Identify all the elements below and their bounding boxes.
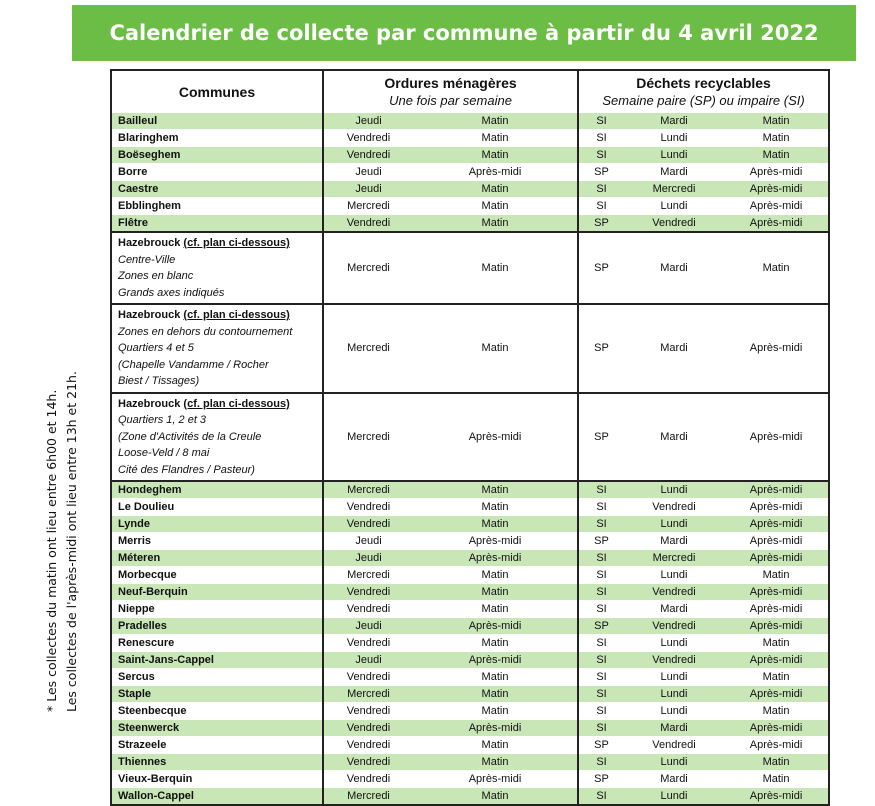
recycling-day: Mardi (624, 304, 724, 393)
table-row (111, 113, 829, 130)
recycling-period: Après-midi (724, 499, 829, 516)
om-period: Après-midi (413, 164, 578, 181)
om-period: Matin (413, 215, 578, 233)
om-day: Mercredi (323, 481, 413, 499)
recycling-week: SI (578, 669, 624, 686)
om-day: Jeudi (323, 113, 413, 130)
recycling-week: SI (578, 720, 624, 737)
recycling-week: SP (578, 304, 624, 393)
recycling-period: Matin (724, 669, 829, 686)
commune-name: Strazeele (111, 737, 323, 754)
recycling-week: SI (578, 567, 624, 584)
table-row (111, 147, 829, 164)
commune-name: Flêtre (111, 215, 323, 233)
om-period: Matin (413, 669, 578, 686)
header-ordures-menageres (323, 70, 578, 113)
recycling-period: Après-midi (724, 737, 829, 754)
om-period: Matin (413, 754, 578, 771)
commune-name: Sercus (111, 669, 323, 686)
commune-name: Bailleul (111, 113, 323, 130)
recycling-week: SI (578, 652, 624, 669)
om-day: Vendredi (323, 584, 413, 601)
note-line-afternoon: Les collectes de l'après-midi ont lieu entre 13h et 21h. (64, 371, 79, 712)
collection-hours-note (42, 300, 86, 712)
recycling-period: Après-midi (724, 198, 829, 215)
recycling-day: Mardi (624, 113, 724, 130)
commune-block (111, 304, 323, 393)
om-title: Ordures ménagères (384, 75, 517, 91)
om-period: Matin (413, 788, 578, 806)
recycling-day: Mardi (624, 393, 724, 482)
recycling-period: Après-midi (724, 550, 829, 567)
header-communes: Communes (111, 70, 323, 113)
recycling-period: Matin (724, 113, 829, 130)
om-day: Vendredi (323, 720, 413, 737)
om-day: Vendredi (323, 737, 413, 754)
recycling-period: Matin (724, 232, 829, 304)
table-header-row (111, 70, 829, 113)
recycling-day: Lundi (624, 198, 724, 215)
om-period: Matin (413, 635, 578, 652)
recycling-period: Après-midi (724, 652, 829, 669)
om-day: Mercredi (323, 788, 413, 806)
recycling-day: Mardi (624, 771, 724, 788)
commune-name: Pradelles (111, 618, 323, 635)
recycling-week: SP (578, 618, 624, 635)
zone-detail: Centre-Ville (118, 253, 176, 266)
header-dechets-recyclables (578, 70, 829, 113)
table-row (111, 601, 829, 618)
om-period: Matin (413, 147, 578, 164)
om-period: Après-midi (413, 533, 578, 550)
om-period: Après-midi (413, 618, 578, 635)
recycling-day: Mardi (624, 601, 724, 618)
commune-name: Merris (111, 533, 323, 550)
om-period: Après-midi (413, 550, 578, 567)
recycling-day: Lundi (624, 788, 724, 806)
recycling-week: SI (578, 686, 624, 703)
page-banner (72, 5, 856, 61)
om-day: Vendredi (323, 635, 413, 652)
note-line-morning: * Les collectes du matin ont lieu entre 6h00 et 14h. (44, 389, 59, 712)
zone-detail: Zones en blanc (118, 270, 194, 282)
recycling-week: SI (578, 499, 624, 516)
commune-name: Boëseghem (111, 147, 323, 164)
om-day: Vendredi (323, 516, 413, 533)
recycling-week: SI (578, 147, 624, 164)
table-row (111, 618, 829, 635)
table-row-hazebrouck (111, 232, 829, 304)
recycling-week: SP (578, 164, 624, 181)
table-row (111, 737, 829, 754)
commune-name: Nieppe (111, 601, 323, 618)
recycling-day: Lundi (624, 130, 724, 147)
om-period: Matin (413, 703, 578, 720)
om-period: Matin (413, 232, 578, 304)
table-row (111, 669, 829, 686)
table-row (111, 754, 829, 771)
recycling-day: Lundi (624, 516, 724, 533)
recycling-day: Mardi (624, 232, 724, 304)
recycling-week: SI (578, 754, 624, 771)
recycling-week: SP (578, 215, 624, 233)
commune-name: Renescure (111, 635, 323, 652)
zone-detail: Quartiers 1, 2 et 3 (118, 414, 207, 426)
commune-name: Staple (111, 686, 323, 703)
recycling-day: Lundi (624, 754, 724, 771)
table-row (111, 584, 829, 601)
zone-detail: Grands axes indiqués (118, 286, 225, 299)
om-day: Vendredi (323, 499, 413, 516)
om-subtitle: Une fois par semaine (389, 93, 512, 108)
recycling-day: Vendredi (624, 584, 724, 601)
om-period: Matin (413, 584, 578, 601)
recycling-day: Mardi (624, 164, 724, 181)
om-day: Mercredi (323, 232, 413, 304)
om-period: Matin (413, 516, 578, 533)
recycling-period: Après-midi (724, 215, 829, 233)
recycling-period: Après-midi (724, 164, 829, 181)
recycling-period: Après-midi (724, 686, 829, 703)
commune-name: Hondeghem (111, 481, 323, 499)
om-period: Matin (413, 181, 578, 198)
recycling-week: SI (578, 516, 624, 533)
recycling-day: Vendredi (624, 215, 724, 233)
om-period: Matin (413, 567, 578, 584)
om-day: Jeudi (323, 618, 413, 635)
om-day: Mercredi (323, 393, 413, 482)
recycling-period: Après-midi (724, 304, 829, 393)
om-day: Vendredi (323, 215, 413, 233)
recycling-day: Lundi (624, 669, 724, 686)
commune-name: Borre (111, 164, 323, 181)
recycling-day: Lundi (624, 635, 724, 652)
commune-name: Steenwerck (111, 720, 323, 737)
table-row (111, 198, 829, 215)
om-period: Matin (413, 198, 578, 215)
recycling-day: Lundi (624, 686, 724, 703)
om-period: Matin (413, 686, 578, 703)
recycling-period: Matin (724, 130, 829, 147)
commune-name: Steenbecque (111, 703, 323, 720)
om-day: Vendredi (323, 703, 413, 720)
om-period: Matin (413, 601, 578, 618)
om-day: Vendredi (323, 130, 413, 147)
commune-name: Méteren (111, 550, 323, 567)
recycling-period: Matin (724, 771, 829, 788)
table-row (111, 652, 829, 669)
plan-reference: (cf. plan ci-dessous) (183, 237, 290, 249)
om-day: Jeudi (323, 533, 413, 550)
table-row (111, 499, 829, 516)
table-row (111, 533, 829, 550)
table-row-hazebrouck (111, 304, 829, 393)
table-row (111, 635, 829, 652)
recycling-period: Après-midi (724, 601, 829, 618)
commune-name: Le Doulieu (111, 499, 323, 516)
om-day: Vendredi (323, 601, 413, 618)
om-day: Vendredi (323, 754, 413, 771)
commune-name: Blaringhem (111, 130, 323, 147)
table-body-hazebrouck (111, 232, 829, 481)
recycling-period: Après-midi (724, 393, 829, 482)
recycling-period: Après-midi (724, 516, 829, 533)
om-day: Vendredi (323, 771, 413, 788)
recycling-period: Matin (724, 703, 829, 720)
table-row (111, 481, 829, 499)
commune-name: Morbecque (111, 567, 323, 584)
recycling-day: Mardi (624, 533, 724, 550)
page-title: Calendrier de collecte par commune à partir du 4 avril 2022 (109, 21, 819, 45)
recycling-day: Vendredi (624, 618, 724, 635)
recycling-period: Après-midi (724, 533, 829, 550)
om-period: Matin (413, 481, 578, 499)
zone-detail: Cité des Flandres / Pasteur) (118, 463, 255, 476)
zone-detail: Biest / Tissages) (118, 375, 200, 387)
recycling-period: Matin (724, 147, 829, 164)
plan-reference: (cf. plan ci-dessous) (183, 397, 290, 410)
table-row (111, 550, 829, 567)
commune-name: Hazebrouck (118, 397, 181, 410)
recycling-week: SP (578, 737, 624, 754)
commune-name: Hazebrouck (118, 237, 181, 249)
table-row (111, 720, 829, 737)
plan-reference: (cf. plan ci-dessous) (183, 309, 290, 321)
recycling-week: SP (578, 232, 624, 304)
table-row (111, 771, 829, 788)
commune-block (111, 232, 323, 304)
recycling-period: Après-midi (724, 181, 829, 198)
commune-name: Saint-Jans-Cappel (111, 652, 323, 669)
commune-name: Ebblinghem (111, 198, 323, 215)
om-day: Jeudi (323, 164, 413, 181)
recycling-week: SI (578, 113, 624, 130)
zone-detail: Zones en dehors du contournement (118, 325, 293, 338)
commune-name: Hazebrouck (118, 309, 181, 321)
om-day: Mercredi (323, 567, 413, 584)
commune-name: Thiennes (111, 754, 323, 771)
collection-schedule-table (110, 69, 830, 806)
commune-name: Wallon-Cappel (111, 788, 323, 806)
recycling-day: Mercredi (624, 181, 724, 198)
recycling-day: Vendredi (624, 737, 724, 754)
commune-name: Neuf-Berquin (111, 584, 323, 601)
recycling-week: SI (578, 635, 624, 652)
recycling-day: Mercredi (624, 550, 724, 567)
table-row (111, 164, 829, 181)
recycling-week: SI (578, 481, 624, 499)
recycling-week: SP (578, 533, 624, 550)
recycling-week: SI (578, 788, 624, 806)
dr-subtitle: Semaine paire (SP) ou impaire (SI) (602, 93, 805, 108)
om-day: Mercredi (323, 686, 413, 703)
recycling-day: Vendredi (624, 499, 724, 516)
recycling-week: SI (578, 198, 624, 215)
om-day: Vendredi (323, 669, 413, 686)
om-day: Vendredi (323, 147, 413, 164)
commune-name: Caestre (111, 181, 323, 198)
table-row-hazebrouck (111, 393, 829, 482)
table-row (111, 686, 829, 703)
zone-detail: (Zone d'Activités de la Creule (118, 430, 262, 443)
commune-block (111, 393, 323, 482)
table-row (111, 567, 829, 584)
om-period: Matin (413, 499, 578, 516)
recycling-period: Après-midi (724, 481, 829, 499)
recycling-period: Matin (724, 754, 829, 771)
om-period: Après-midi (413, 771, 578, 788)
om-day: Jeudi (323, 652, 413, 669)
recycling-week: SI (578, 181, 624, 198)
dr-title: Déchets recyclables (636, 75, 771, 91)
recycling-day: Lundi (624, 703, 724, 720)
om-period: Matin (413, 130, 578, 147)
recycling-day: Mardi (624, 720, 724, 737)
table-body-top (111, 113, 829, 232)
table-row (111, 215, 829, 233)
commune-name: Vieux-Berquin (111, 771, 323, 788)
om-period: Matin (413, 113, 578, 130)
om-period: Matin (413, 304, 578, 393)
recycling-week: SI (578, 703, 624, 720)
zone-detail: (Chapelle Vandamme / Rocher (118, 358, 269, 371)
recycling-period: Matin (724, 567, 829, 584)
table-row (111, 181, 829, 198)
table-row (111, 703, 829, 720)
recycling-period: Matin (724, 635, 829, 652)
recycling-day: Lundi (624, 481, 724, 499)
recycling-period: Après-midi (724, 720, 829, 737)
table-row (111, 130, 829, 147)
recycling-day: Vendredi (624, 652, 724, 669)
om-day: Mercredi (323, 304, 413, 393)
zone-detail: Quartiers 4 et 5 (118, 342, 194, 354)
om-day: Jeudi (323, 181, 413, 198)
om-period: Matin (413, 737, 578, 754)
recycling-week: SI (578, 130, 624, 147)
recycling-day: Lundi (624, 147, 724, 164)
recycling-day: Lundi (624, 567, 724, 584)
recycling-week: SI (578, 584, 624, 601)
recycling-period: Après-midi (724, 618, 829, 635)
recycling-week: SP (578, 393, 624, 482)
om-period: Après-midi (413, 393, 578, 482)
om-day: Jeudi (323, 550, 413, 567)
table-body-bottom (111, 481, 829, 805)
recycling-period: Après-midi (724, 584, 829, 601)
recycling-period: Après-midi (724, 788, 829, 806)
table-row (111, 516, 829, 533)
recycling-week: SI (578, 550, 624, 567)
om-day: Mercredi (323, 198, 413, 215)
om-period: Après-midi (413, 652, 578, 669)
recycling-week: SI (578, 601, 624, 618)
commune-name: Lynde (111, 516, 323, 533)
recycling-week: SP (578, 771, 624, 788)
om-period: Après-midi (413, 720, 578, 737)
zone-detail: Loose-Veld / 8 mai (118, 447, 210, 459)
table-row (111, 788, 829, 806)
